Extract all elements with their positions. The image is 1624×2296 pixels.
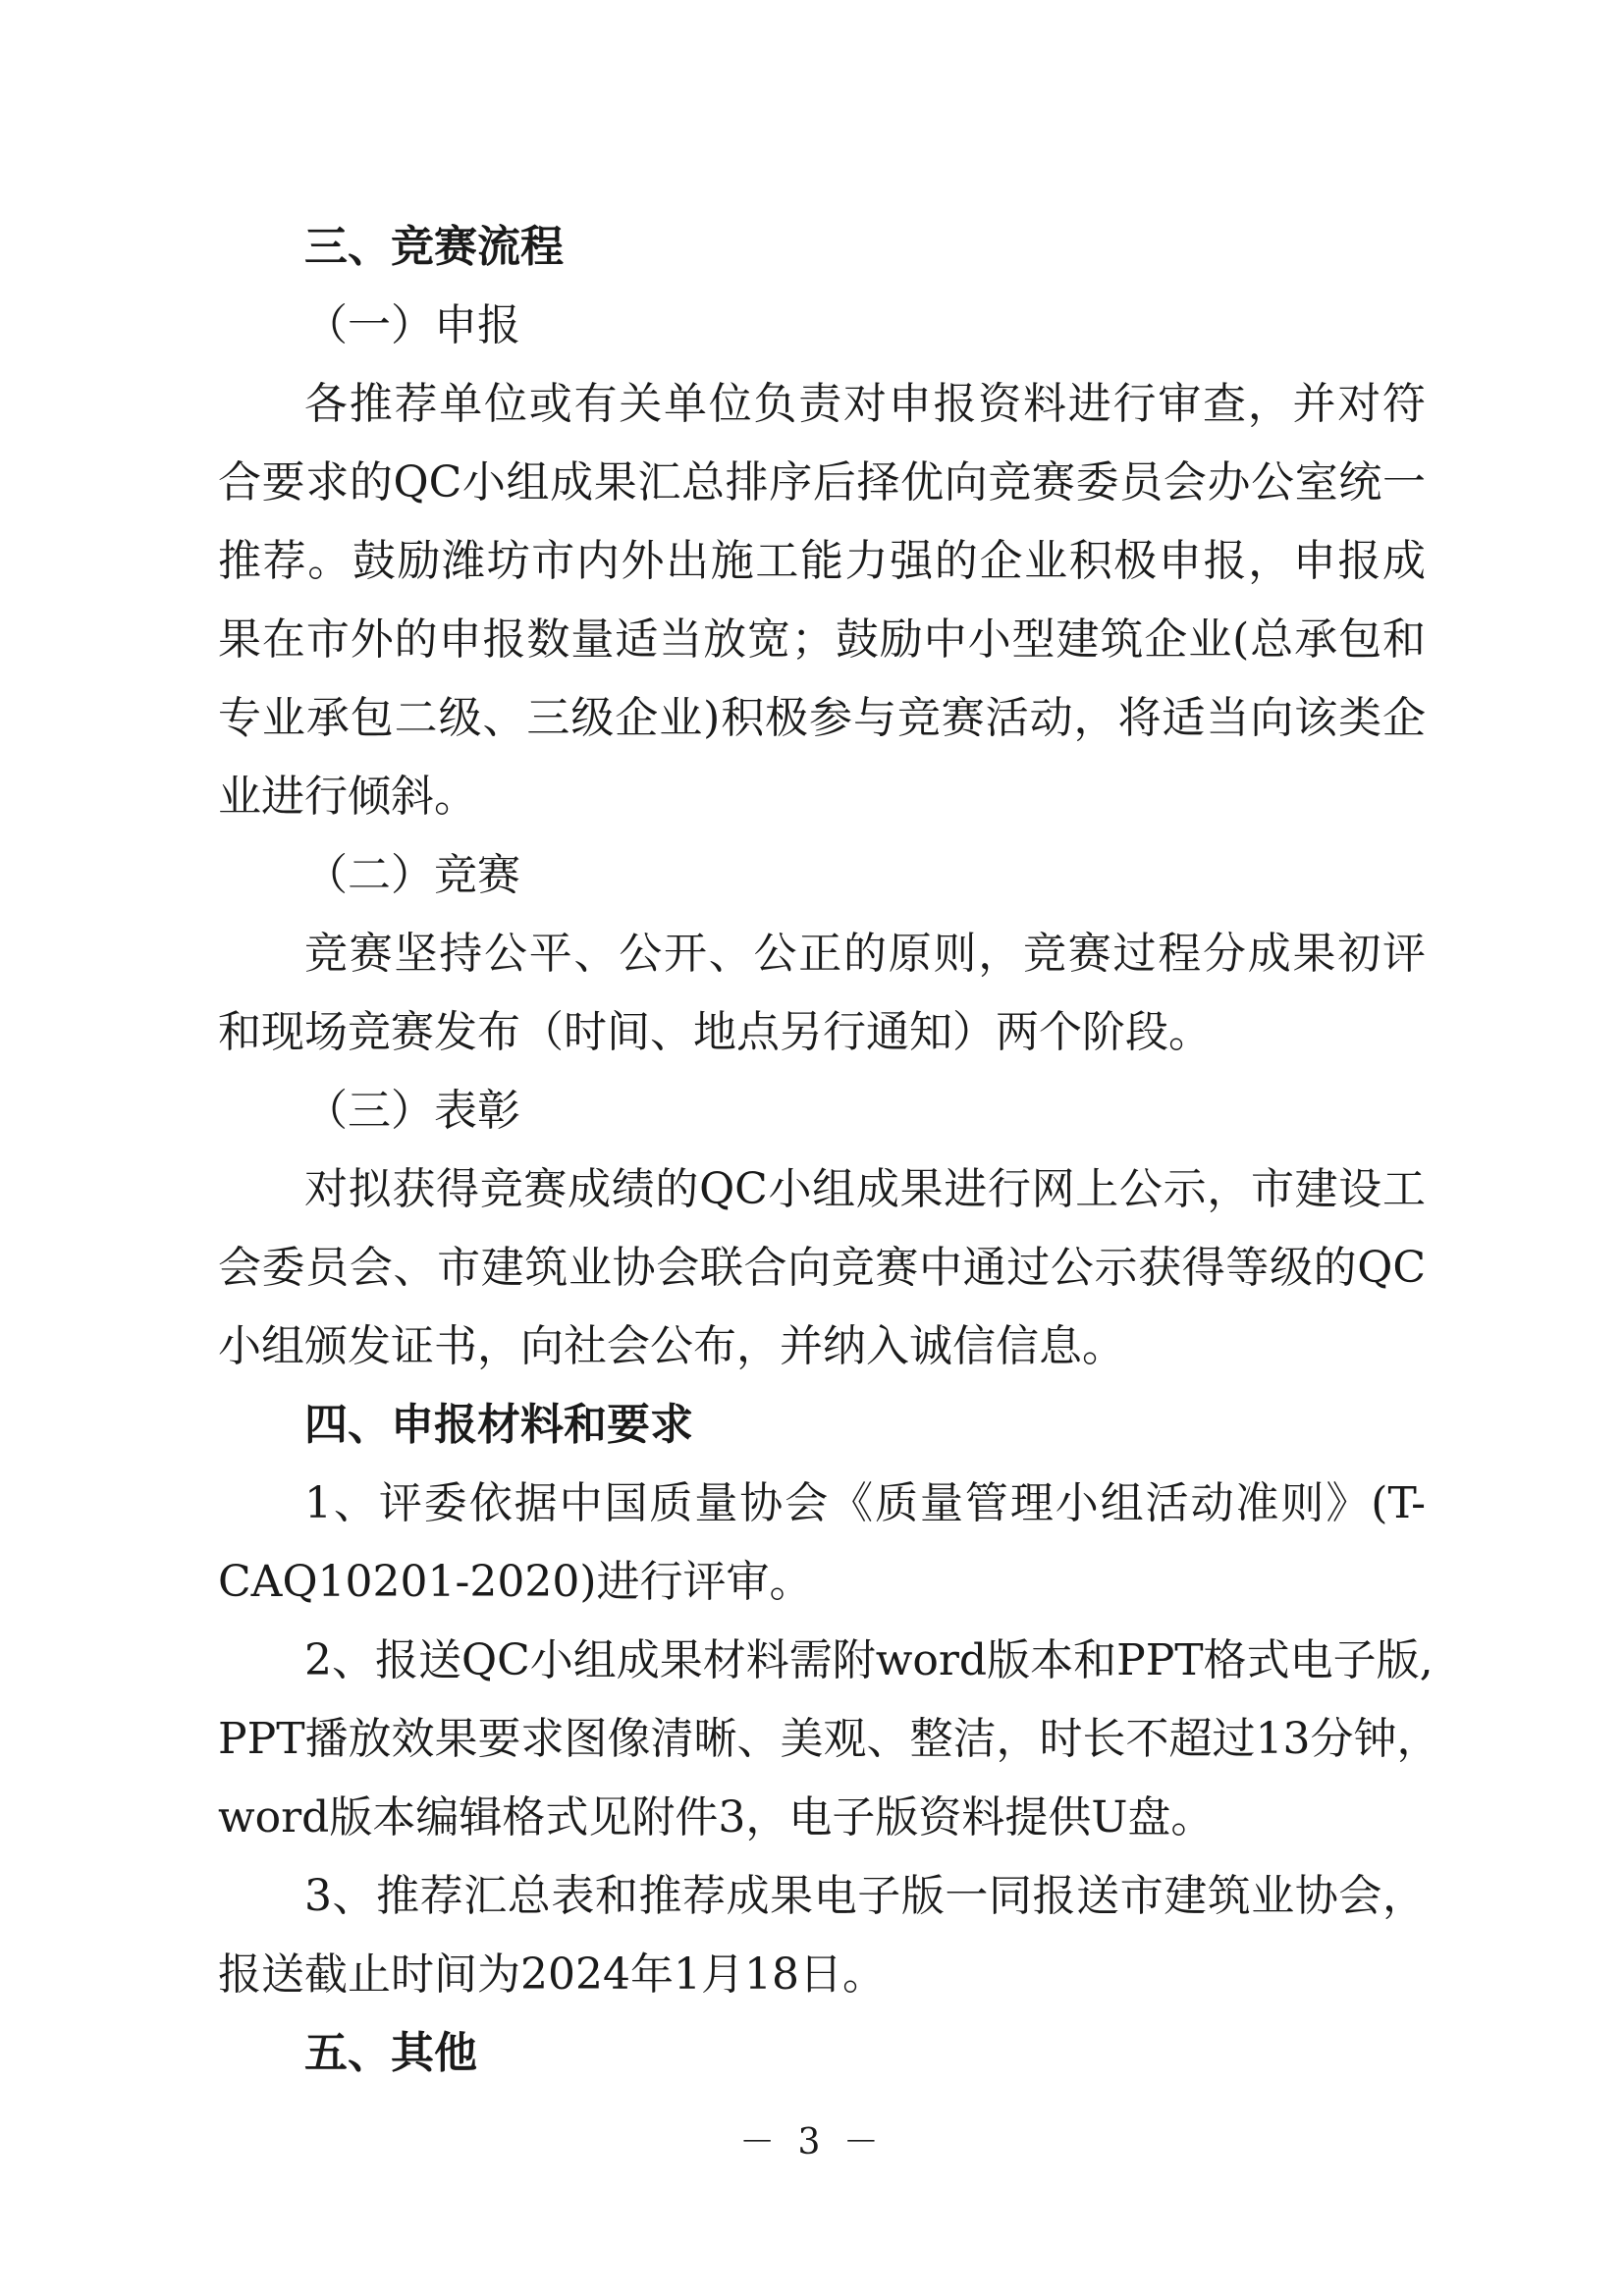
section-heading-3: 三、竞赛流程	[304, 222, 564, 272]
paragraph-line: 对拟获得竞赛成绩的QC小组成果进行网上公示，市建设工	[304, 1164, 1426, 1214]
list-item-line: 3、推荐汇总表和推荐成果电子版一同报送市建筑业协会，	[304, 1871, 1426, 1921]
paragraph-line: 合要求的QC小组成果汇总排序后择优向竞赛委员会办公室统一	[218, 457, 1426, 507]
list-item-line: 2、报送QC小组成果材料需附word版本和PPT格式电子版,	[304, 1635, 1434, 1685]
list-item-line: word版本编辑格式见附件3，电子版资料提供U盘。	[218, 1792, 1215, 1842]
section-heading-5: 五、其他	[304, 2028, 477, 2078]
subsection-heading-commendation: （三）表彰	[304, 1086, 520, 1136]
list-item-line: 报送截止时间为2024年1月18日。	[218, 1949, 886, 2000]
paragraph-line: 会委员会、市建筑业协会联合向竞赛中通过公示获得等级的QC	[218, 1243, 1426, 1293]
paragraph-line: 推荐。鼓励潍坊市内外出施工能力强的企业积极申报，申报成	[218, 536, 1426, 586]
paragraph-line: 业进行倾斜。	[218, 772, 477, 822]
page-number: － 3 －	[739, 2122, 885, 2163]
list-item-line: CAQ10201-2020)进行评审。	[218, 1557, 813, 1607]
paragraph-line: 专业承包二级、三级企业)积极参与竞赛活动，将适当向该类企	[218, 693, 1426, 743]
paragraph-line: 和现场竞赛发布（时间、地点另行通知）两个阶段。	[218, 1007, 1212, 1057]
section-heading-4: 四、申报材料和要求	[304, 1400, 693, 1450]
paragraph-line: 小组颁发证书，向社会公布，并纳入诚信信息。	[218, 1321, 1125, 1371]
list-item-line: 1、评委依据中国质量协会《质量管理小组活动准则》(T-	[304, 1478, 1426, 1528]
paragraph-line: 竞赛坚持公平、公开、公正的原则，竞赛过程分成果初评	[304, 929, 1426, 979]
paragraph-line: 各推荐单位或有关单位负责对申报资料进行审查，并对符	[304, 379, 1426, 429]
list-item-line: PPT播放效果要求图像清晰、美观、整洁，时长不超过13分钟，	[218, 1714, 1440, 1764]
subsection-heading-competition: （二）竞赛	[304, 850, 520, 900]
subsection-heading-declaration: （一）申报	[304, 300, 520, 350]
paragraph-line: 果在市外的申报数量适当放宽；鼓励中小型建筑企业(总承包和	[218, 614, 1426, 665]
